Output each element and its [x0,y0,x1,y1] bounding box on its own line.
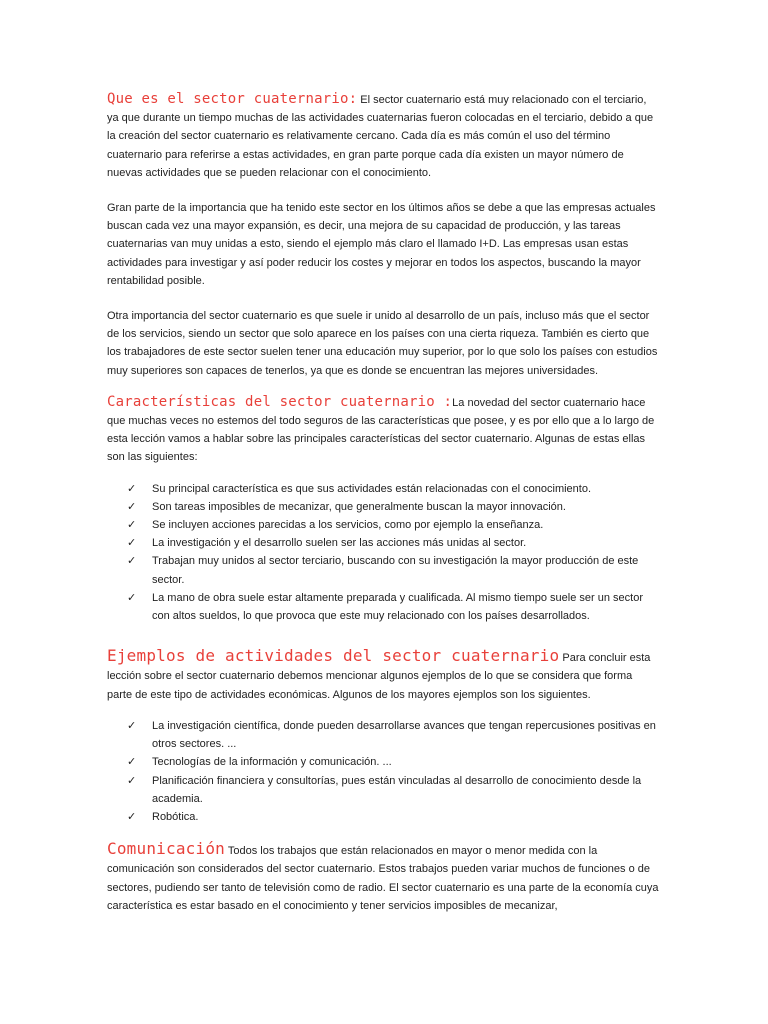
list-item-text: Se incluyen acciones parecidas a los servicios, como por ejemplo la enseñanza. [152,519,544,532]
list-item-text: La investigación científica, donde pueden desarrollarse avances que tengan repercusiones positivas en otros sectores. ... [152,719,656,751]
characteristics-list [107,480,660,626]
list-item [127,552,660,588]
list-item [127,717,660,753]
heading-ejemplos: Ejemplos de actividades del sector cuaternario [107,646,560,666]
check-mark-icon: ✓ [127,773,137,787]
examples-paragraph [107,647,660,704]
list-item [127,589,660,625]
characteristics-text: La novedad del sector cuaternario hace que muchas veces no estemos del todo seguros de las características que posee, y es por ello que a lo largo de esta lección vamos a hablar sobre las principales características del sector cuaternario. Algunas de estas ellas son las siguientes: [107,396,655,464]
check-mark-icon: ✓ [127,590,137,604]
list-item-text: Son tareas imposibles de mecanizar, que generalmente buscan la mayor innovación. [152,500,566,513]
examples-text: Para concluir esta lección sobre el sector cuaternario debemos mencionar algunos ejemplos de lo que se considera que forma parte de este tipo de actividades económicas. Algunos de los mayores ejemplos son los siguientes. [107,652,651,701]
section-intro-paragraph [107,90,660,182]
list-item-text: Su principal característica es que sus actividades están relacionadas con el conocimiento. [152,482,592,495]
list-item [127,772,660,808]
list-item [127,753,660,771]
check-mark-icon: ✓ [127,755,137,769]
heading-comunicacion: Comunicación [107,839,225,859]
list-item-text: Robótica. [152,810,199,823]
communication-text: Todos los trabajos que están relacionados en mayor o menor medida con la comunicación son considerados del sector cuaternario. Estos trabajos pueden variar muchos de funciones o de sectores, pudiendo ser tanto de televisión como de radio. El sector cuaternario es una parte de la economía cuya característica es estar basado en el conocimiento y tener servicios imposibles de mecanizar, [107,845,659,912]
list-item-text: La investigación y el desarrollo suelen ser las acciones más unidas al sector. [152,537,527,550]
heading-caracteristicas: Características del sector cuaternario : [107,393,453,410]
check-mark-icon: ✓ [127,809,137,823]
check-mark-icon: ✓ [127,554,137,568]
development-paragraph: Otra importancia del sector cuaternario es que suele ir unido al desarrollo de un país, incluso más que el sector de los servicios, siendo un sector que solo aparece en los países con una cierta riqueza. También es cierto que los trabajadores de este sector suelen tener una educación muy superior, por lo que solo los países con estudios muy superiores son capaces de tenerlos, ya que es donde se encuentran las mejores universidades. [107,310,658,377]
heading-que-es-sector-cuaternario: Que es el sector cuaternario: [107,91,358,107]
list-item [127,498,660,516]
list-item-text: La mano de obra suele estar altamente preparada y cualificada. Al mismo tiempo suele ser un sector con altos sueldos, lo que provoca que este muy relacionado con los países desarrollados. [152,591,643,623]
list-item [127,516,660,534]
list-item [127,534,660,552]
list-item [127,808,660,826]
list-item [127,480,660,498]
check-mark-icon: ✓ [127,718,137,732]
document-page [107,90,660,932]
examples-list [107,717,660,826]
characteristics-paragraph [107,393,660,467]
check-mark-icon: ✓ [127,499,137,513]
check-mark-icon: ✓ [127,481,137,495]
check-mark-icon: ✓ [127,518,137,532]
list-item-text: Tecnologías de la información y comunicación. ... [152,756,392,769]
communication-paragraph [107,840,660,915]
intro-text: El sector cuaternario está muy relacionado con el terciario, ya que durante un tiempo muchas de las actividades cuaternarias fueron colocadas en el terciario, debido a que la creación del sector cuaternario es relativamente cercano. Cada día es más común el uso del término cuaternario para referirse a estas actividades, en gran parte porque cada día existen un mayor número de nuevas actividades que se pueden relacionar con el conocimiento. [107,94,654,179]
importance-paragraph: Gran parte de la importancia que ha tenido este sector en los últimos años se debe a que las empresas actuales buscan cada vez una mayor expansión, es decir, una mejora de su capacidad de producción, y las tareas cuaternarias van muy unidas a esto, siendo el ejemplo más claro el llamado I+D. Las empresas usan estas actividades para investigar y así poder reducir los costes y mejorar en todos los aspectos, buscando la mayor rentabilidad posible. [107,202,656,287]
check-mark-icon: ✓ [127,536,137,550]
list-item-text: Trabajan muy unidos al sector terciario, buscando con su investigación la mayor producción de este sector. [152,555,639,586]
list-item-text: Planificación financiera y consultorías, pues están vinculadas al desarrollo de conocimiento desde la academia. [152,774,642,805]
